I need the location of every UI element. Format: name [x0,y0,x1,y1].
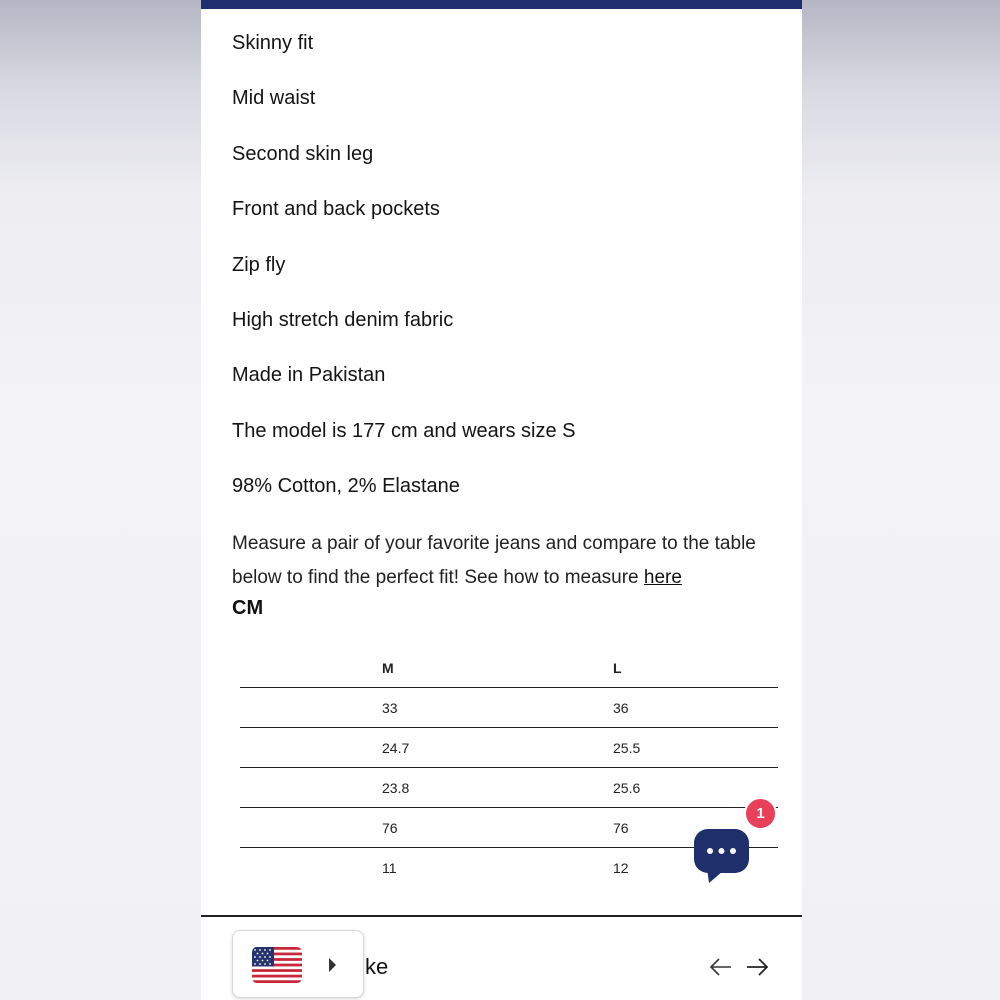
table-cell [240,808,382,848]
table-row [240,688,778,728]
unit-label: CM [232,597,264,619]
section-divider [201,915,802,917]
column-header: L [613,659,622,676]
header-bar [201,0,802,9]
table-row [240,728,778,768]
measure-instructions [232,527,792,595]
chat-bubble-icon[interactable] [693,828,751,884]
table-cell: 33 [382,699,398,716]
table-cell: 76 [613,819,629,836]
table-cell [240,768,382,808]
column-header [240,648,382,688]
feature-item: Front and back pockets [232,198,440,221]
arrow-left-icon[interactable] [709,956,733,978]
table-cell [240,688,382,728]
arrow-right-icon[interactable] [745,956,769,978]
table-cell: 25.5 [613,739,641,756]
us-flag-icon [252,947,302,983]
table-cell: 11 [382,859,397,876]
feature-item: 98% Cotton, 2% Elastane [232,475,460,498]
table-cell: 24.7 [382,739,410,756]
feature-item: Skinny fit [232,32,314,54]
feature-item: Second skin leg [232,142,374,165]
section-label: ke [365,954,389,979]
country-selector[interactable] [232,930,364,998]
table-header-row [240,648,778,688]
feature-list [232,29,576,528]
measure-instructions-text: Measure a pair of your favorite jeans and compare to the table below to find the perfect fit! See how to measure [232,533,756,588]
table-cell [240,728,382,768]
measure-guide-link[interactable]: here [643,567,682,588]
table-cell [240,848,382,888]
feature-item: The model is 177 cm and wears size S [232,419,576,442]
table-cell: 25.6 [613,779,641,796]
feature-item: High stretch denim fabric [232,308,454,331]
table-row [240,768,778,808]
table-cell: 12 [613,859,629,876]
notification-badge: 1 [744,797,777,830]
column-header: M [382,659,394,676]
table-cell: 23.8 [382,779,410,796]
table-cell: 76 [382,819,398,836]
caret-right-icon [329,958,336,972]
table-cell: 36 [613,699,629,716]
feature-item: Mid waist [232,87,316,110]
feature-item: Zip fly [232,253,286,276]
feature-item: Made in Pakistan [232,364,386,387]
